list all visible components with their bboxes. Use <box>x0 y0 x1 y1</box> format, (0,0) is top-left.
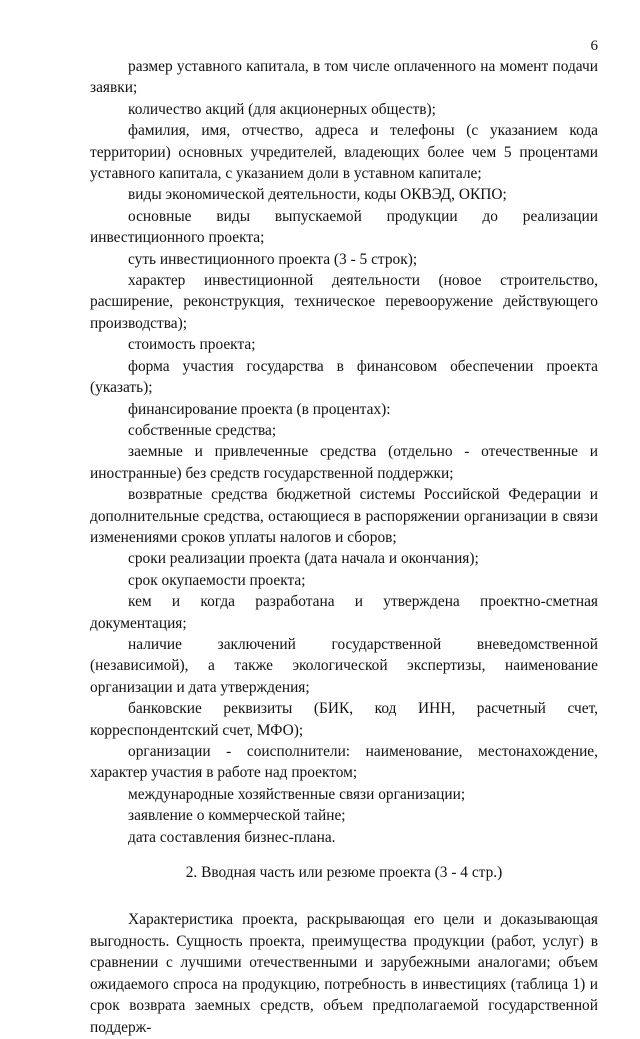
list-item: суть инвестиционного проекта (3 - 5 строк); <box>128 250 418 268</box>
list-item: возвратные средства бюджетной системы Российской Федерации и дополнительные средства, остающиеся в распоряжении организации в связи изменениями сроков уплаты налогов и сборов; <box>90 486 598 546</box>
list-item: стоимость проекта; <box>128 336 256 354</box>
list-item: характер инвестиционной деятельности (новое строительство, расширение, реконструкция, техническое перевооружение действующего производства); <box>90 272 598 332</box>
list-item: кем и когда разработана и утверждена проектно-сметная документация; <box>90 593 598 632</box>
list-item: международные хозяйственные связи организации; <box>128 785 466 803</box>
list-item: заявление о коммерческой тайне; <box>128 807 346 825</box>
intro-paragraph: Характеристика проекта, раскрывающая его цели и доказывающая выгодность. Сущность проекта, преимущества продукции (работ, услуг) в сравнении с лучшими отечественными и зарубежными аналогами; объем ожидаемого спроса на продукцию, потребность в инвестициях (таблица 1) и срок возврата заемных средств, объем предполагаемой государственной поддерж- <box>90 911 598 1036</box>
intro-section <box>90 909 598 1039</box>
list-item: банковские реквизиты (БИК, код ИНН, расчетный счет, корреспондентский счет, МФО); <box>90 700 598 739</box>
list-item: размер уставного капитала, в том числе оплаченного на момент подачи заявки; <box>90 58 598 97</box>
list-item: финансирование проекта (в процентах): <box>128 400 391 418</box>
page-number: 6 <box>590 38 598 54</box>
list-item: форма участия государства в финансовом обеспечении проекта (указать); <box>90 357 598 397</box>
list-item: количество акций (для акционерных обществ); <box>128 100 436 118</box>
list-item: заемные и привлеченные средства (отдельно - отечественные и иностранные) без средств государственной поддержки; <box>90 443 598 482</box>
list-item: собственные средства; <box>128 421 277 439</box>
list-item: сроки реализации проекта (дата начала и окончания); <box>128 550 479 568</box>
list-item: основные виды выпускаемой продукции до реализации инвестиционного проекта; <box>90 207 598 247</box>
list-item: наличие заключений государственной вневедомственной (независимой), а также экологической экспертизы, наименование организации и дата утверждения; <box>90 635 598 696</box>
section-heading: 2. Вводная часть или резюме проекта (3 - 4 стр.) <box>185 864 503 882</box>
list-item: виды экономической деятельности, коды ОКВЭД, ОКПО; <box>128 186 507 204</box>
list-item: фамилия, имя, отчество, адреса и телефоны (с указанием кода территории) основных учредителей, владеющих более чем 5 процентами уставного капитала, с указанием доли в уставном капитале; <box>90 122 598 183</box>
list-item: организации - соисполнители: наименование, местонахождение, характер участия в работе над проектом; <box>90 743 598 782</box>
document-body <box>90 56 598 1039</box>
list-item: дата составления бизнес-плана. <box>128 828 336 846</box>
list-item: срок окупаемости проекта; <box>128 571 306 589</box>
